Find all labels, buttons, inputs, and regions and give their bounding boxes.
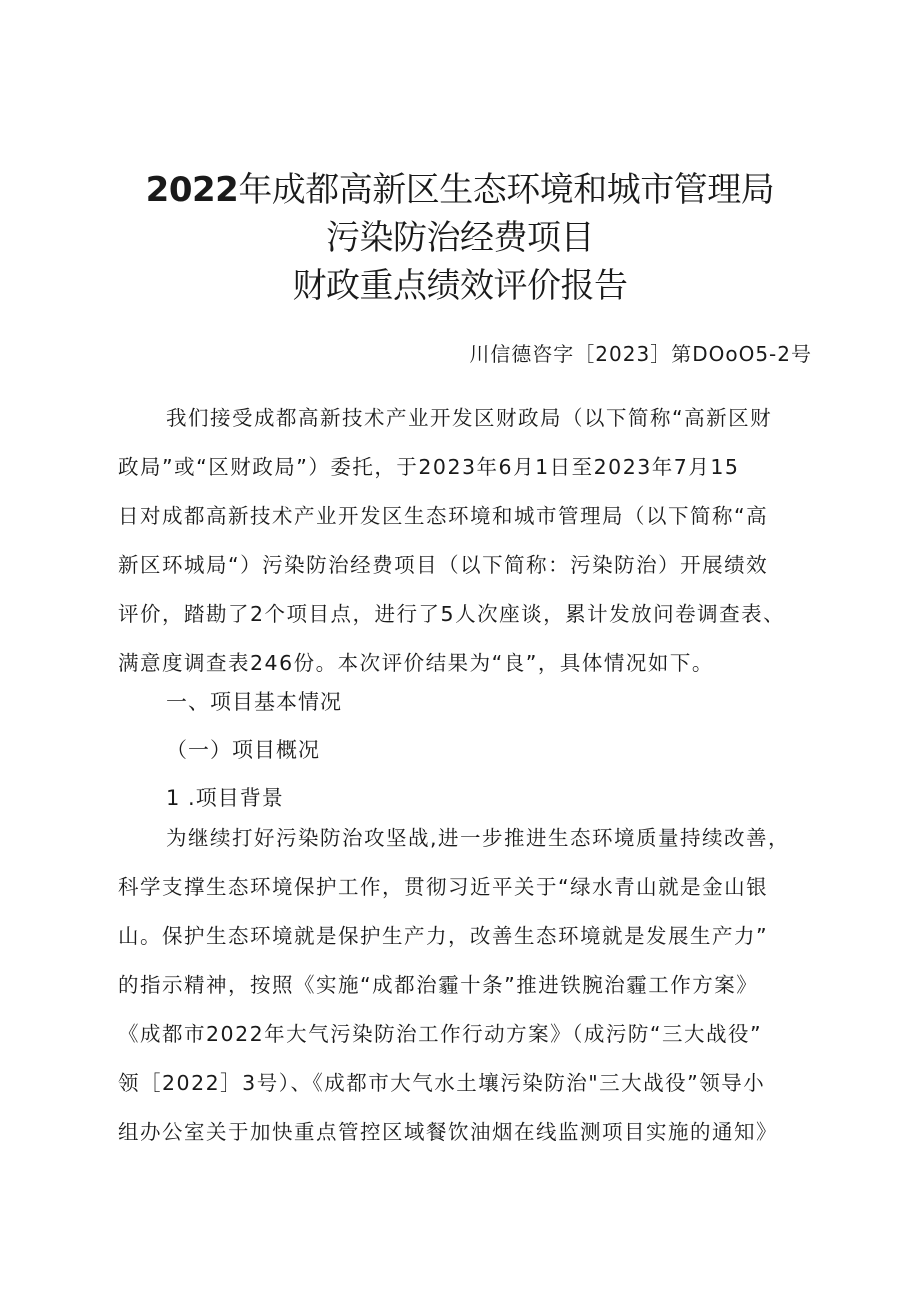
title-line-3: 财政重点绩效评价报告 <box>292 266 628 306</box>
paragraph-line: 新区环城局“）污染防治经费项目（以下简称：污染防治）开展绩效 <box>118 553 769 577</box>
title-year: 2022 <box>145 170 239 210</box>
document-number: 川信德咨字［2023］第DOoO5-2号 <box>469 342 812 366</box>
paragraph-line: 政局”或“区财政局”）委托，于2023年6月1日至2023年7月15 <box>118 455 740 479</box>
subsection-heading: （一）项目概况 <box>166 738 320 762</box>
paragraph-line: 为继续打好污染防治攻坚战,进一步推进生态环境质量持续改善， <box>166 826 791 850</box>
section-heading: 一、项目基本情况 <box>166 690 342 714</box>
paragraph-line: 的指示精神，按照《实施“成都治霾十条”推进铁腕治霾工作方案》 <box>118 973 759 997</box>
background-paragraph <box>118 814 818 1157</box>
paragraph-line: 山。保护生态环境就是保护生产力，改善生态环境就是发展生产力” <box>118 924 769 948</box>
item-heading: 1 .项目背景 <box>166 786 284 810</box>
paragraph-line: 评价，踏勘了2个项目点，进行了5人次座谈，累计发放问卷调查表、 <box>118 602 786 626</box>
paragraph-line: 《成都市2022年大气污染防治工作行动方案》（成污防“三大战役” <box>118 1022 763 1046</box>
paragraph-line: 领［2022］3号）、《成都市大气水土壤污染防治"三大战役”领导小 <box>118 1071 766 1095</box>
paragraph-line: 满意度调查表246份。本次评价结果为“良”，具体情况如下。 <box>118 651 714 675</box>
title-line-1-text: 年成都高新区生态环境和城市管理局 <box>238 170 775 210</box>
intro-paragraph <box>118 394 818 688</box>
paragraph-line: 日对成都高新技术产业开发区生态环境和城市管理局（以下简称“高 <box>118 504 769 528</box>
paragraph-line: 科学支撑生态环境保护工作，贯彻习近平关于“绿水青山就是金山银 <box>118 875 769 899</box>
paragraph-line: 我们接受成都高新技术产业开发区财政局（以下简称“高新区财 <box>166 406 773 430</box>
title-line-2: 污染防治经费项目 <box>326 218 594 258</box>
paragraph-line: 组办公室关于加快重点管控区域餐饮油烟在线监测项目实施的通知》 <box>118 1120 778 1144</box>
title-line-1 <box>0 166 920 214</box>
